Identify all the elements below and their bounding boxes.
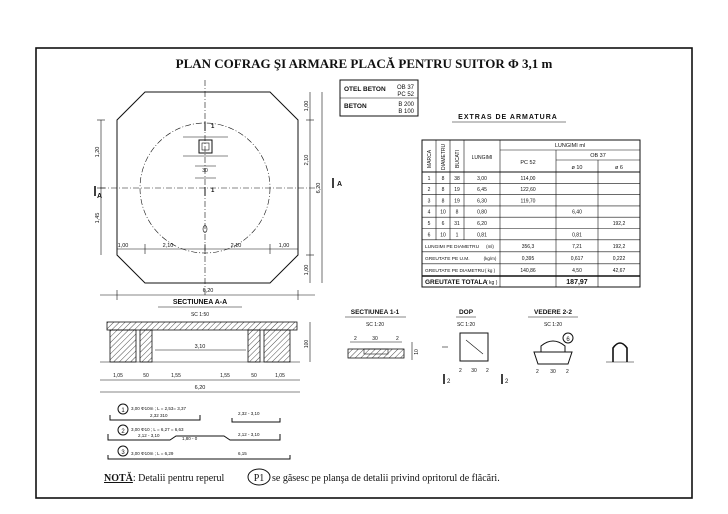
bar-1-mark: 1 bbox=[121, 408, 125, 414]
section-11-scale: SC 1:20 bbox=[365, 322, 385, 328]
detail-mark-top: 1 bbox=[211, 124, 215, 130]
vedere-handle bbox=[541, 341, 565, 352]
section-aa-dim-6: 1,05 bbox=[275, 373, 285, 379]
section-11-dim-2: 30 bbox=[372, 336, 378, 342]
note-text-after: se găsesc pe planşa de detalii privind opritorul de flăcări. bbox=[272, 473, 500, 484]
section-11-dim-1: 2 bbox=[354, 336, 357, 342]
materials-box bbox=[340, 80, 418, 116]
note-text-before: : Detalii pentru reperul bbox=[132, 473, 225, 484]
dop-dim-3: 2 bbox=[486, 368, 489, 374]
bar-3-mark: 3 bbox=[121, 450, 125, 456]
octagon-slab bbox=[117, 92, 298, 283]
plan-dim-right-1: 1,00 bbox=[304, 100, 310, 112]
otel-label: OTEL BETON bbox=[344, 86, 386, 93]
note-label: NOTĂ bbox=[104, 473, 133, 484]
col-bucati: BUCATI bbox=[455, 150, 461, 168]
vedere-mark: 6 bbox=[566, 337, 570, 343]
dop-detail bbox=[442, 309, 509, 385]
section-aa bbox=[100, 299, 310, 392]
bar-2-spec: 3,00 Φ10 ; L = 6,27 = 6,63 bbox=[131, 427, 184, 432]
extras-cell-marca: 2 bbox=[427, 187, 431, 194]
summary-d10: 7,21 bbox=[572, 243, 582, 250]
extras-cell-marca: 1 bbox=[427, 175, 431, 182]
extras-cell-l: 0,80 bbox=[477, 209, 487, 216]
section-aa-title: SECTIUNEA A-A bbox=[172, 299, 228, 306]
dop-plug bbox=[460, 333, 488, 361]
section-aa-scale: SC 1:50 bbox=[190, 312, 210, 318]
summary-unit: ( kg ) bbox=[484, 267, 496, 273]
summary-unit: (kg/m) bbox=[483, 255, 497, 261]
vedere-dim-1: 2 bbox=[536, 369, 539, 375]
section-aa-slab bbox=[107, 322, 297, 330]
otel-value-2: PC 52 bbox=[397, 92, 414, 98]
dop-mark-left: 2 bbox=[447, 379, 451, 385]
extras-cell-d: 8 bbox=[441, 187, 445, 194]
extras-cell-buc: 19 bbox=[454, 187, 460, 194]
dop-dim-1: 2 bbox=[459, 368, 462, 374]
small-dim-label: 30 bbox=[202, 168, 208, 174]
section-aa-height: 100 bbox=[304, 339, 310, 349]
section-aa-pier-left bbox=[140, 330, 152, 362]
extras-cell-l: 6,30 bbox=[477, 198, 487, 205]
extras-cell-d10: 0,81 bbox=[572, 232, 582, 239]
dop-mark-right: 2 bbox=[505, 379, 509, 385]
col-marca: MARCA bbox=[427, 149, 433, 168]
bar-1-spec: 3,00 Φ10m ; L = 2,53= 3,37 bbox=[131, 406, 186, 411]
plan-dim-3: 2,10 bbox=[230, 243, 242, 249]
section-aa-total: 6,20 bbox=[194, 385, 206, 391]
bar-2-mid: 1,80 - 0 bbox=[182, 436, 198, 441]
bar-details bbox=[108, 404, 290, 459]
extras-cell-buc: 38 bbox=[454, 175, 460, 182]
dop-title: DOP bbox=[458, 309, 474, 316]
section-mark-left: A bbox=[97, 193, 103, 200]
summary-d6: 192,2 bbox=[612, 243, 626, 250]
section-11-title: SECTIUNEA 1-1 bbox=[350, 309, 400, 316]
plan-dim-total: 6,20 bbox=[202, 288, 214, 294]
plan-dim-1: 1,00 bbox=[117, 243, 129, 249]
extras-cell-l: 6,45 bbox=[477, 187, 487, 194]
col-diametru: DIAMETRU bbox=[441, 143, 447, 170]
extras-cell-buc: 31 bbox=[454, 221, 460, 227]
otel-value-1: OB 37 bbox=[396, 85, 414, 91]
col-d10: ø 10 bbox=[571, 165, 583, 171]
plan-dim-left-1: 1,20 bbox=[95, 146, 101, 158]
beton-label: BETON bbox=[344, 103, 367, 110]
section-aa-inner-dim: 3,10 bbox=[194, 344, 206, 350]
section-aa-wall-right bbox=[264, 330, 290, 362]
bar-2-dims: 2,12 - 3,10 bbox=[138, 433, 160, 438]
summary-pc: 0,395 bbox=[521, 255, 535, 262]
extras-cell-marca: 6 bbox=[427, 232, 431, 239]
col-lungimi-ml: LUNGIMI ml bbox=[554, 143, 586, 149]
bar-1-right: 2,32 - 3,10 bbox=[238, 411, 260, 416]
vedere-title: VEDERE 2-2 bbox=[534, 309, 572, 316]
col-ob37: OB 37 bbox=[590, 153, 606, 159]
summary-d10: 0,617 bbox=[570, 255, 584, 262]
summary-label: GREUTATE PE DIAMETRU bbox=[425, 268, 485, 274]
summary-pc: 140,86 bbox=[520, 267, 536, 274]
extras-cell-marca: 4 bbox=[427, 209, 431, 216]
summary-d6: 42,67 bbox=[612, 267, 626, 274]
beton-value-1: B 200 bbox=[398, 102, 414, 108]
extras-cell-l: 6,20 bbox=[477, 221, 487, 227]
svg-text:NOTĂ: Detalii pentru reperul bbox=[104, 472, 224, 484]
summary-pc: 356,3 bbox=[521, 243, 535, 250]
section-11-slab bbox=[348, 349, 404, 358]
dop-scale: SC 1:20 bbox=[456, 322, 476, 328]
extras-cell-buc: 8 bbox=[455, 209, 459, 216]
section-aa-pier-right bbox=[248, 330, 260, 362]
plan-dim-right-2: 2,10 bbox=[304, 154, 310, 166]
extras-cell-d6: 192,2 bbox=[612, 221, 626, 227]
summary-d6: 0,222 bbox=[612, 255, 626, 262]
extras-cell-d: 10 bbox=[440, 209, 446, 216]
extras-cell-pc: 122,60 bbox=[520, 187, 536, 194]
extras-cell-marca: 5 bbox=[427, 221, 431, 227]
section-11-height: 10 bbox=[414, 349, 420, 355]
extras-cell-d10: 6,40 bbox=[572, 209, 582, 216]
note bbox=[104, 469, 500, 485]
vedere-22 bbox=[528, 309, 634, 375]
plan-dim-right-total: 6,20 bbox=[316, 182, 322, 194]
section-aa-dim-2: 50 bbox=[143, 373, 149, 379]
beton-value-2: B 100 bbox=[398, 109, 414, 115]
extras-cell-l: 0,81 bbox=[477, 232, 487, 239]
col-pc52: PC 52 bbox=[520, 160, 536, 166]
detail-mark-bottom: 1 bbox=[211, 188, 215, 194]
bar-2-right: 2,12 - 3,10 bbox=[238, 432, 260, 437]
extras-cell-buc: 1 bbox=[455, 232, 459, 239]
dop-dim-2: 30 bbox=[471, 368, 477, 374]
col-d6: ø 6 bbox=[615, 165, 623, 171]
note-ref: P1 bbox=[253, 473, 265, 484]
section-11-dim-3: 2 bbox=[396, 336, 399, 342]
extras-cell-pc: 119,70 bbox=[520, 198, 536, 205]
plan-dim-2: 2,10 bbox=[162, 243, 174, 249]
summary-label: LUNGIMI PE DIAMETRU bbox=[425, 244, 480, 250]
vedere-dim-2: 30 bbox=[550, 369, 556, 375]
bar-3-right: 6,15 bbox=[238, 451, 247, 456]
extras-cell-d: 10 bbox=[440, 232, 446, 239]
summary-label: GREUTATE PE U.M. bbox=[425, 256, 470, 262]
extras-cell-d: 8 bbox=[441, 198, 445, 205]
extras-cell-d: 8 bbox=[441, 175, 445, 182]
extras-cell-pc: 114,00 bbox=[520, 175, 536, 182]
vedere-body bbox=[534, 352, 572, 364]
central-opening bbox=[199, 140, 212, 153]
summary-unit: (ml) bbox=[486, 243, 494, 249]
vedere-dim-3: 2 bbox=[566, 369, 569, 375]
plan-view bbox=[95, 80, 342, 300]
bar-1-dims: 2,32 310 bbox=[150, 413, 168, 418]
extras-title: EXTRAS DE ARMATURA bbox=[458, 114, 558, 121]
plan-dim-left-2: 1,45 bbox=[95, 212, 101, 224]
bar-2-mark: 2 bbox=[121, 429, 125, 435]
total-unit: ( kg ) bbox=[486, 280, 498, 286]
section-mark-right: A bbox=[337, 181, 343, 188]
extras-table bbox=[422, 114, 640, 287]
extras-cell-marca: 3 bbox=[427, 198, 431, 205]
total-label: GREUTATE TOTALA bbox=[425, 279, 488, 286]
total-value: 187,97 bbox=[566, 279, 588, 286]
section-11 bbox=[345, 309, 420, 360]
section-aa-dim-3: 1,55 bbox=[171, 373, 181, 379]
extras-cell-l: 3,00 bbox=[477, 175, 487, 182]
extras-cell-d: 6 bbox=[441, 221, 445, 227]
section-aa-wall-left bbox=[110, 330, 136, 362]
vedere-scale: SC 1:20 bbox=[543, 322, 563, 328]
section-aa-dim-5: 50 bbox=[251, 373, 257, 379]
vedere-hook bbox=[613, 343, 627, 362]
extras-cell-buc: 19 bbox=[454, 198, 460, 205]
plan-dim-4: 1,00 bbox=[278, 243, 290, 249]
plan-dim-right-3: 1,00 bbox=[304, 264, 310, 276]
section-aa-dim-4: 1,55 bbox=[220, 373, 230, 379]
section-aa-dim-1: 1,05 bbox=[113, 373, 123, 379]
drawing-title: PLAN COFRAG ŞI ARMARE PLACĂ PENTRU SUITOR Φ 3,1 m bbox=[175, 56, 553, 71]
summary-d10: 4,50 bbox=[572, 267, 582, 274]
col-lungimi: LUNGIMI bbox=[471, 155, 493, 161]
bar-3-spec: 3,00 Φ10m ; L = 6,29 bbox=[131, 451, 174, 456]
